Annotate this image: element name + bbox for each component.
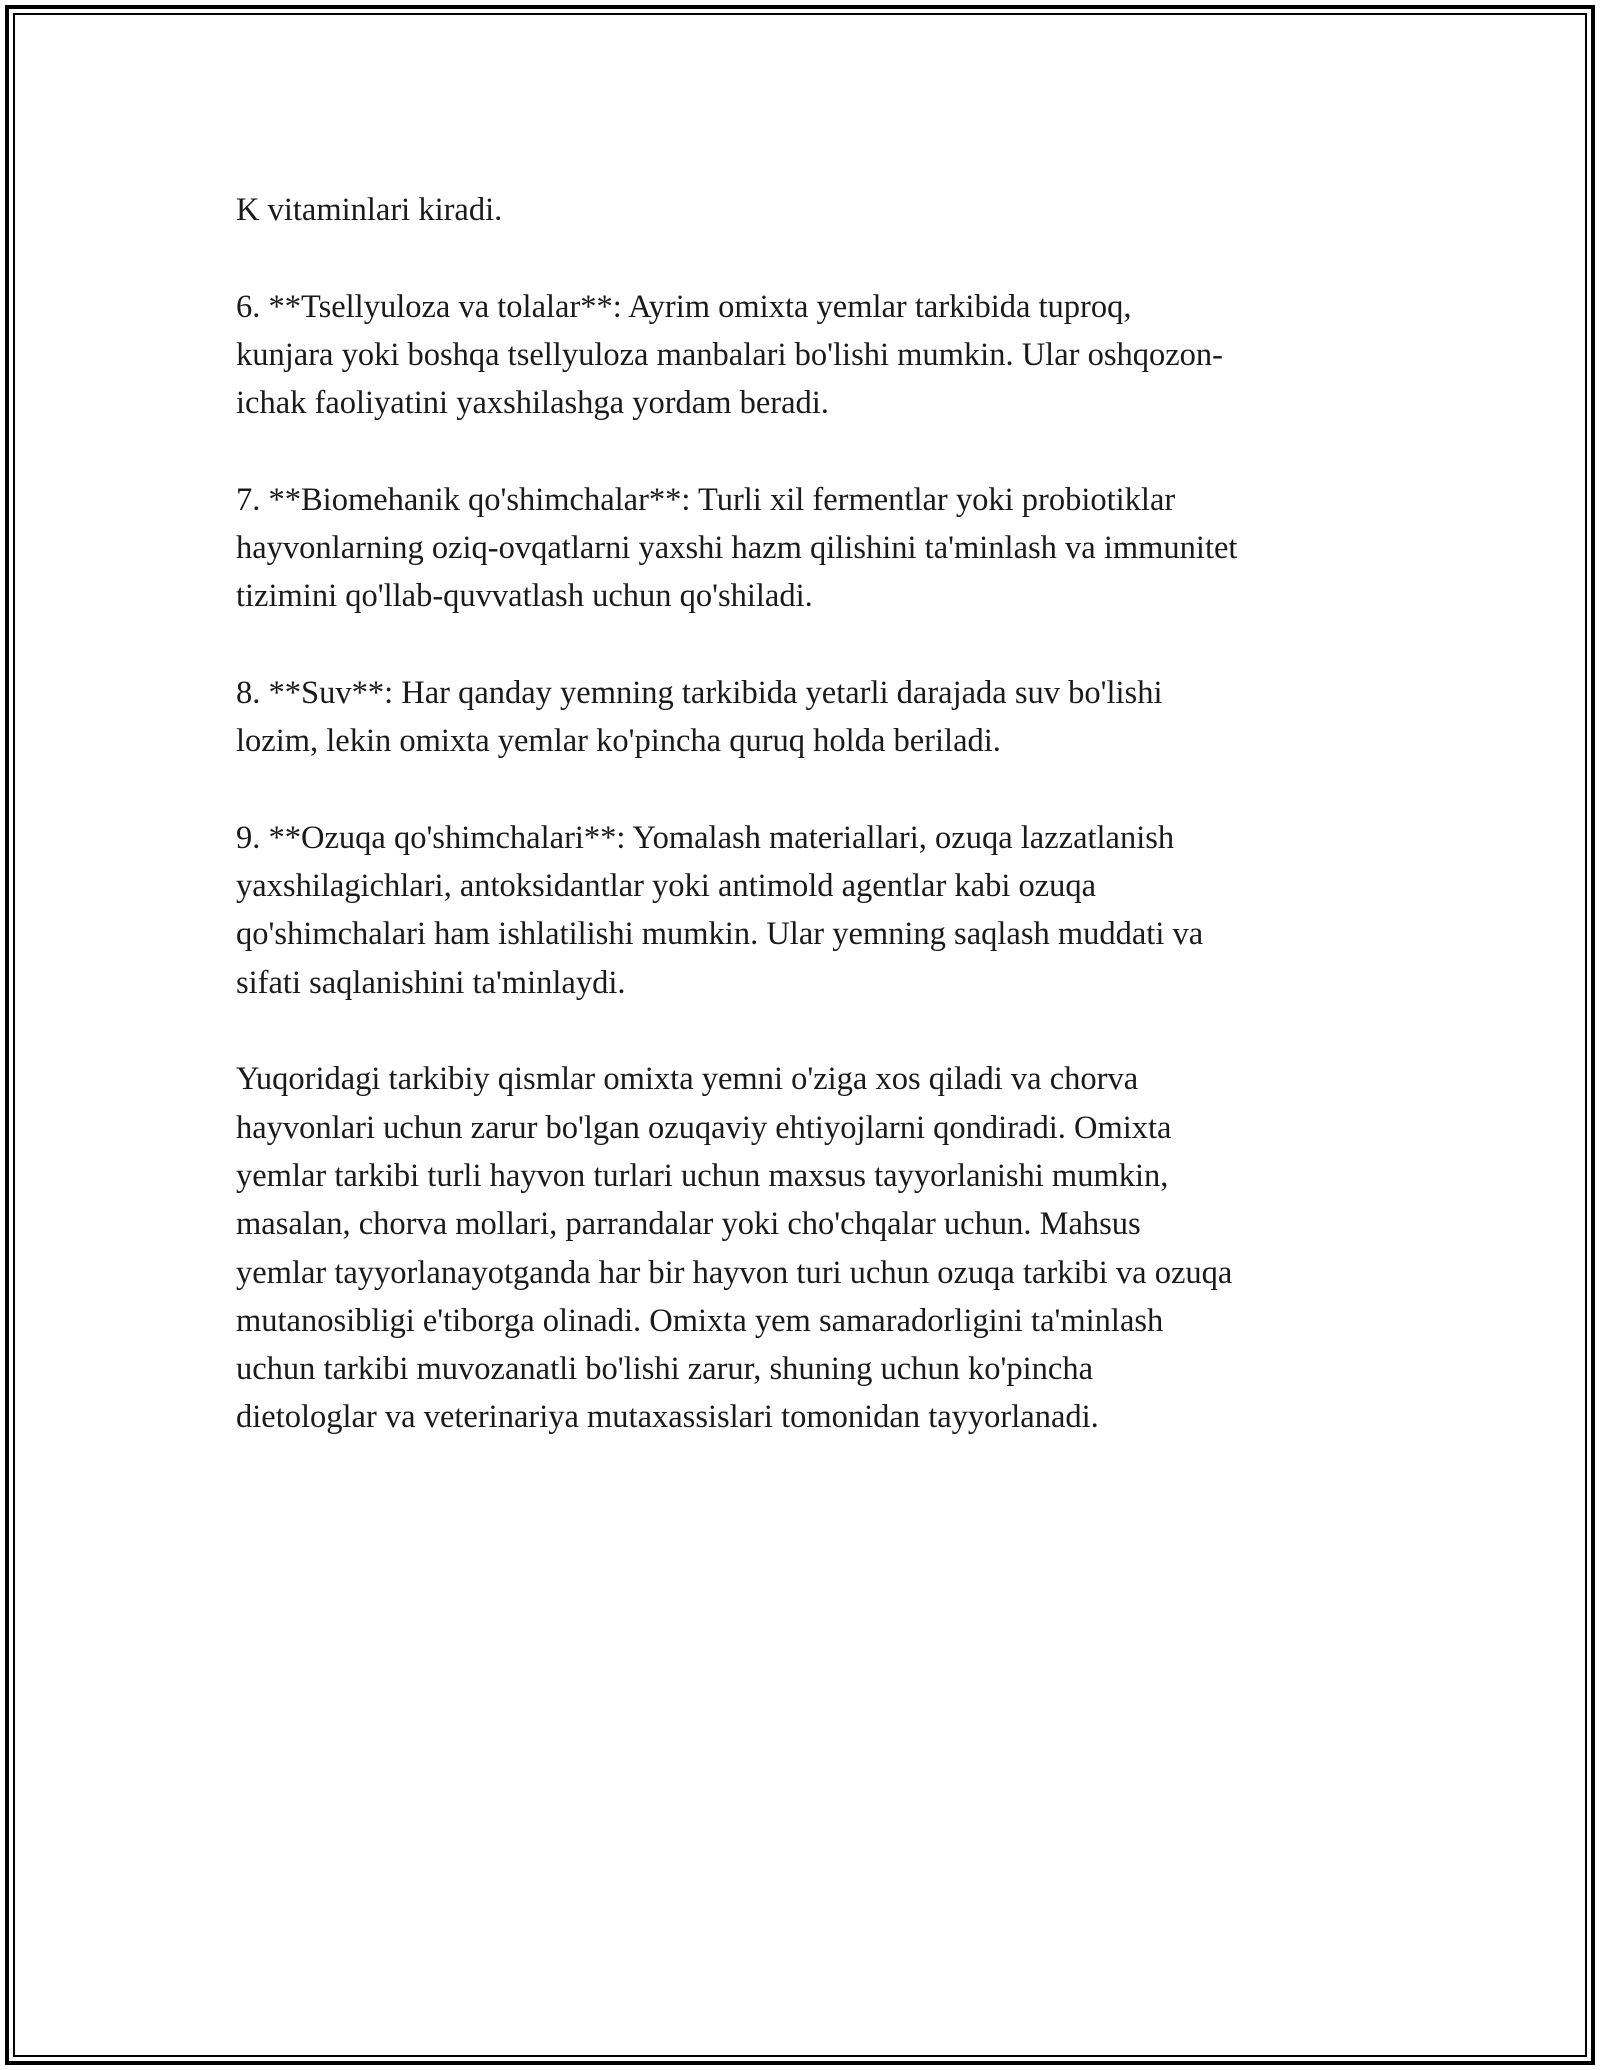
- text-line: uchun tarkibi muvozanatli bo'lishi zarur, shuning uchun ko'pincha: [236, 1351, 1094, 1388]
- text-line: dietologlar va veterinariya mutaxassislari tomonidan tayyorlanadi.: [236, 1399, 1099, 1436]
- text-line: ichak faoliyatini yaxshilashga yordam beradi.: [236, 385, 829, 422]
- text-line: yaxshilagichlari, antoksidantlar yoki antimold agentlar kabi ozuqa: [236, 868, 1097, 905]
- text-line: Yuqoridagi tarkibiy qismlar omixta yemni o'ziga xos qiladi va chorva: [236, 1061, 1139, 1098]
- paragraph-summary: [236, 1055, 1376, 1441]
- text-line: hayvonlari uchun zarur bo'lgan ozuqaviy ehtiyojlarni qondiradi. Omixta: [236, 1109, 1172, 1146]
- paragraph-item-7: [236, 476, 1376, 621]
- text-line: 9. **Ozuqa qo'shimchalari**: Yomalash materiallari, ozuqa lazzatlanish: [236, 819, 1175, 856]
- text-line: yemlar tayyorlanayotganda har bir hayvon turi uchun ozuqa tarkibi va ozuqa: [236, 1254, 1233, 1291]
- text-line: qo'shimchalari ham ishlatilishi mumkin. Ular yemning saqlash muddati va: [236, 916, 1204, 953]
- text-line: K vitaminlari kiradi.: [236, 192, 503, 228]
- document-body: [236, 186, 1376, 1490]
- text-line: 7. **Biomehanik qo'shimchalar**: Turli xil fermentlar yoki probiotiklar: [236, 481, 1176, 518]
- text-line: kunjara yoki boshqa tsellyuloza manbalari bo'lishi mumkin. Ular oshqozon-: [236, 336, 1223, 373]
- text-line: mutanosibligi e'tiborga olinadi. Omixta yem samaradorligini ta'minlash: [236, 1302, 1164, 1339]
- text-line: tizimini qo'llab-quvvatlash uchun qo'shiladi.: [236, 578, 813, 615]
- text-line: sifati saqlanishini ta'minlaydi.: [236, 964, 626, 1001]
- text-line: hayvonlarning oziq-ovqatlarni yaxshi hazm qilishini ta'minlash va immunitet: [236, 530, 1238, 567]
- text-line: 8. **Suv**: Har qanday yemning tarkibida yetarli darajada suv bo'lishi: [236, 674, 1163, 711]
- text-line: masalan, chorva mollari, parrandalar yoki cho'chqalar uchun. Mahsus: [236, 1206, 1141, 1243]
- paragraph-item-6: [236, 283, 1376, 428]
- paragraph-vitamins: [236, 186, 1376, 234]
- paragraph-item-8: [236, 669, 1376, 766]
- text-line: lozim, lekin omixta yemlar ko'pincha quruq holda beriladi.: [236, 723, 1001, 760]
- text-line: 6. **Tsellyuloza va tolalar**: Ayrim omixta yemlar tarkibida tuproq,: [236, 288, 1132, 325]
- paragraph-item-9: [236, 814, 1376, 1007]
- text-line: yemlar tarkibi turli hayvon turlari uchun maxsus tayyorlanishi mumkin,: [236, 1157, 1169, 1194]
